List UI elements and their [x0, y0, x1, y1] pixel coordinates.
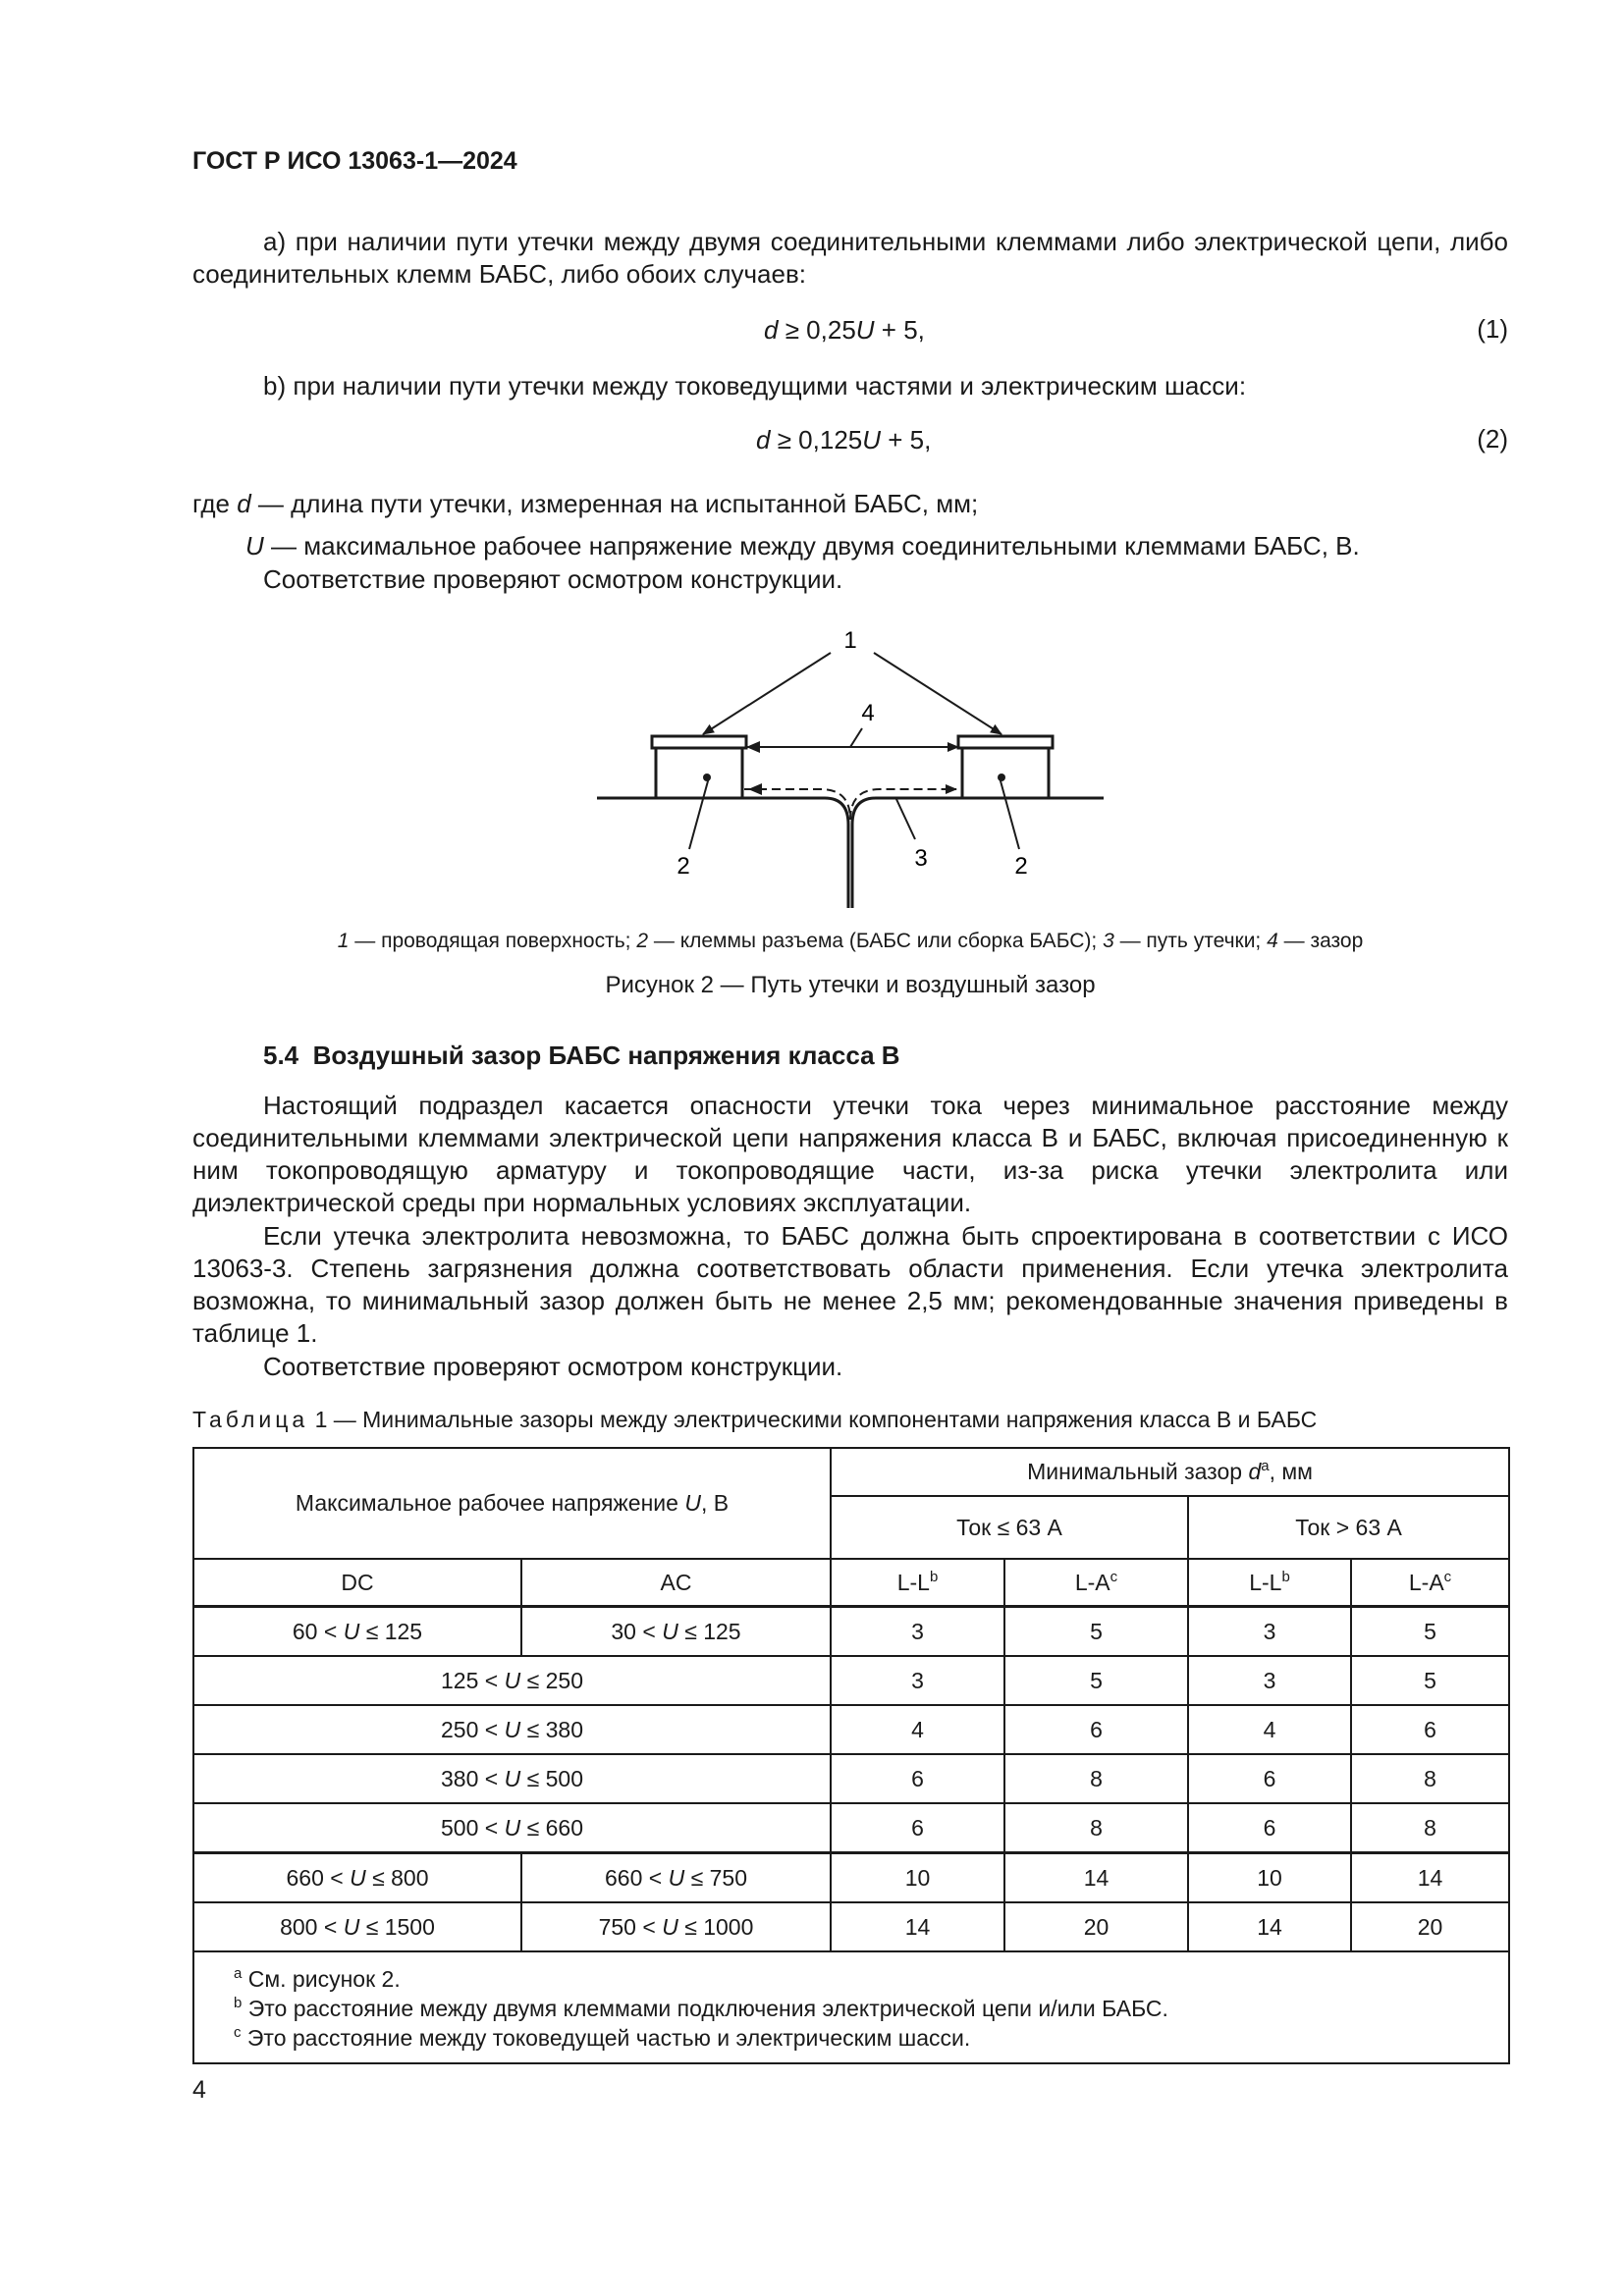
formula-1-rhs: + 5, [874, 315, 925, 345]
item-a-text: при наличии пути утечки между двумя соединительными клеммами либо электрической цепи, либо соединительных клемм БАБС, либо обоих случаев: [192, 227, 1508, 289]
item-a [192, 226, 1508, 291]
cell-value: 6 [831, 1754, 1004, 1803]
legend-num-2: 2 [636, 930, 649, 952]
leader-4 [850, 728, 862, 747]
page-number: 4 [192, 2076, 206, 2104]
header-current-low: Ток ≤ 63 А [831, 1496, 1188, 1559]
formula-1-number: (1) [1477, 314, 1508, 344]
paragraph-3: Соответствие проверяют осмотром конструкции. [263, 1352, 843, 1381]
table-row [193, 1803, 1509, 1853]
where-d-text: — длина пути утечки, измеренная на испытанной БАБС, мм; [250, 489, 979, 518]
table-header-row-1 [193, 1448, 1509, 1496]
formula-2-mid: ≥ 0,125 [770, 425, 863, 454]
header-dc: DC [193, 1559, 521, 1607]
header-current-high: Ток > 63 А [1188, 1496, 1509, 1559]
table-row [193, 1853, 1509, 1903]
cell-value: 3 [831, 1656, 1004, 1705]
table-notes [193, 1951, 1509, 2063]
formula-2-u: U [862, 425, 882, 454]
cell-value: 4 [831, 1705, 1004, 1754]
cell-voltage-span: 250 < U ≤ 380 [193, 1705, 831, 1754]
legend-text-4: — зазор [1277, 930, 1364, 952]
cell-value: 6 [1351, 1705, 1509, 1754]
table-caption-word: Таблица [192, 1407, 309, 1432]
creepage-arrow-left [748, 783, 762, 795]
legend-text-1: — проводящая поверхность; [349, 930, 637, 952]
header-la-low: $L-A^c$ [1004, 1559, 1188, 1607]
clearance-table [192, 1447, 1510, 2064]
section-number: 5.4 [263, 1041, 299, 1070]
item-b-marker: b) [263, 371, 287, 400]
table-row [193, 1705, 1509, 1754]
figure-legend [192, 930, 1508, 953]
cell-dc: 60 < U ≤ 125 [193, 1607, 521, 1657]
header-ll-high: $L-L^b$ [1188, 1559, 1351, 1607]
table-note: $^b$ Это расстояние между двумя клеммами подключения электрической цепи и/или БАБС. [234, 1995, 1168, 2021]
where-u-text: — максимальное рабочее напряжение между двумя соединительными клеммами БАБС, В. [263, 531, 1360, 561]
cell-value: 5 [1004, 1656, 1188, 1705]
leader-3 [895, 797, 915, 839]
creepage-path [744, 789, 956, 820]
formula-1-mid: ≥ 0,25 [778, 315, 856, 345]
header-min-clearance: Минимальный зазор $d^a$, мм [831, 1448, 1509, 1496]
cell-value: 6 [1188, 1754, 1351, 1803]
table-header-row-3 [193, 1559, 1509, 1607]
cell-value: 14 [1004, 1853, 1188, 1903]
cell-value: 3 [1188, 1656, 1351, 1705]
cell-dc: 660 < U ≤ 800 [193, 1853, 521, 1903]
paragraph-1: Настоящий подраздел касается опасности утечки тока через минимальное расстояние между соединительными клеммами электрической цепи напряжения класса В и БАБС, включая присоединенную к ним токопроводящую арматуру и токопроводящие части, из-за риска утечки электролита или диэлектрической среды при нормальных условиях эксплуатации. [192, 1091, 1508, 1217]
cell-voltage-span: 125 < U ≤ 250 [193, 1656, 831, 1705]
cell-ac: 660 < U ≤ 750 [521, 1853, 831, 1903]
formula-2-d: d [756, 425, 771, 454]
leader-1-left [703, 653, 831, 734]
header-ll-low: $L-L^b$ [831, 1559, 1004, 1607]
label-3: 3 [914, 845, 928, 872]
table-row [193, 1754, 1509, 1803]
leader-1-right [874, 653, 1001, 734]
formula-2-rhs: + 5, [881, 425, 932, 454]
cell-value: 8 [1351, 1803, 1509, 1853]
cell-value: 5 [1351, 1656, 1509, 1705]
cell-value: 6 [1004, 1705, 1188, 1754]
cell-ac: 30 < U ≤ 125 [521, 1607, 831, 1657]
cell-value: 3 [831, 1607, 1004, 1657]
table-caption-text: 1 — Минимальные зазоры между электрическими компонентами напряжения класса В и БАБС [308, 1407, 1318, 1432]
figure-caption: Рисунок 2 — Путь утечки и воздушный зазор [605, 972, 1096, 998]
cell-value: 20 [1004, 1902, 1188, 1951]
terminal-left [652, 736, 746, 798]
where-d-symbol: d [237, 489, 251, 518]
compliance-1: Соответствие проверяют осмотром конструкции. [263, 564, 843, 594]
formula-2-number: (2) [1477, 424, 1508, 454]
legend-text-3: — путь утечки; [1113, 930, 1268, 952]
cell-value: 3 [1188, 1607, 1351, 1657]
section-title: Воздушный зазор БАБС напряжения класса В [312, 1041, 900, 1070]
cell-value: 6 [831, 1803, 1004, 1853]
formula-1-u: U [855, 315, 875, 345]
where-u-symbol: U [245, 531, 264, 561]
formula-1 [764, 314, 925, 347]
table-row [193, 1902, 1509, 1951]
cell-voltage-span: 380 < U ≤ 500 [193, 1754, 831, 1803]
cell-value: 4 [1188, 1705, 1351, 1754]
cell-value: 6 [1188, 1803, 1351, 1853]
cell-value: 14 [831, 1902, 1004, 1951]
cell-value: 14 [1351, 1853, 1509, 1903]
header-ac: AC [521, 1559, 831, 1607]
table-note: $^c$ Это расстояние между токоведущей частью и электрическим шасси. [234, 2024, 971, 2051]
label-1: 1 [843, 627, 857, 654]
cell-value: 5 [1004, 1607, 1188, 1657]
header-la-high: $L-A^c$ [1351, 1559, 1509, 1607]
table-row [193, 1656, 1509, 1705]
header-max-voltage: Максимальное рабочее напряжение U, В [193, 1448, 831, 1559]
cell-value: 10 [1188, 1853, 1351, 1903]
formula-2 [756, 424, 931, 456]
cell-value: 8 [1004, 1754, 1188, 1803]
cell-dc: 800 < U ≤ 1500 [193, 1902, 521, 1951]
cell-value: 8 [1004, 1803, 1188, 1853]
table-note: $^a$ См. рисунок 2. [234, 1965, 401, 1992]
terminal-right [958, 736, 1053, 798]
cell-value: 14 [1188, 1902, 1351, 1951]
clearance-arrow-left-head [746, 741, 760, 753]
table-row [193, 1607, 1509, 1657]
legend-num-4: 4 [1267, 930, 1278, 952]
where-u [245, 530, 1512, 562]
cell-value: 8 [1351, 1754, 1509, 1803]
table-caption [192, 1407, 1317, 1433]
cell-ac: 750 < U ≤ 1000 [521, 1902, 831, 1951]
legend-num-3: 3 [1103, 930, 1114, 952]
formula-1-d: d [764, 315, 779, 345]
document-header: ГОСТ Р ИСО 13063-1—2024 [192, 147, 517, 175]
item-b-text: при наличии пути утечки между токоведущими частями и электрическим шасси: [293, 371, 1247, 400]
label-2-left: 2 [677, 853, 690, 880]
figure-creepage-diagram [585, 618, 1115, 913]
label-4: 4 [861, 700, 875, 726]
cell-value: 20 [1351, 1902, 1509, 1951]
cell-voltage-span: 500 < U ≤ 660 [193, 1803, 831, 1853]
paragraph-2: Если утечка электролита невозможна, то БАБС должна быть спроектирована в соответствии с ИСО 13063-3. Степень загрязнения должна соответствовать области применения. Если утечка электролита возможна, то минимальный зазор должен быть не менее 2,5 мм; рекомендованные значения приведены в таблице 1. [192, 1221, 1508, 1348]
item-b [192, 370, 1508, 402]
legend-text-2: — клеммы разъема (БАБС или сборка БАБС); [648, 930, 1104, 952]
label-2-right: 2 [1014, 853, 1028, 880]
where-d [192, 488, 1508, 520]
legend-num-1: 1 [337, 930, 350, 952]
table-notes-row [193, 1951, 1509, 2063]
cell-value: 10 [831, 1853, 1004, 1903]
item-a-marker: a) [263, 227, 287, 256]
where-prefix: где [192, 489, 230, 518]
section-heading [263, 1041, 900, 1071]
cell-value: 5 [1351, 1607, 1509, 1657]
